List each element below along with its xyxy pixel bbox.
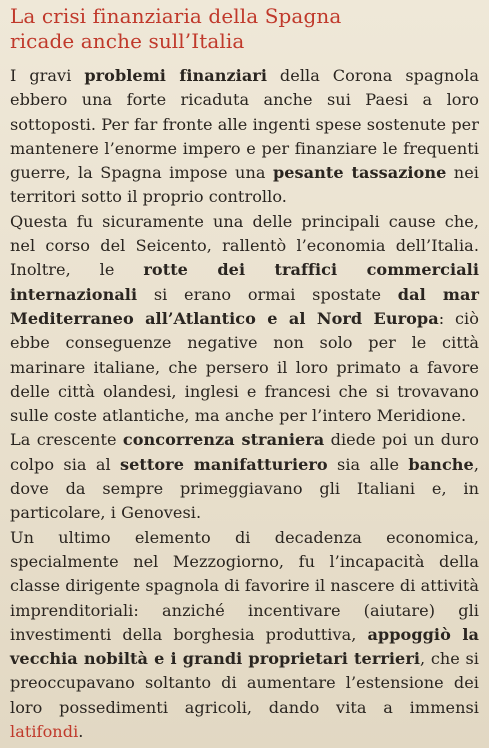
section-title-line-1: La crisi finanziaria della Spagna bbox=[10, 4, 342, 28]
text-run: si erano ormai spostate bbox=[137, 284, 398, 304]
bold-term: pesante tassazione bbox=[272, 163, 447, 183]
bold-term: banche bbox=[408, 454, 474, 474]
bold-term: settore manifatturiero bbox=[120, 454, 328, 474]
text-run: La crescente bbox=[10, 430, 123, 450]
text-run: , che si preoccupavano soltanto di aumentare l’estensione dei loro possedimenti agricoli, dando vita a immensi bbox=[10, 649, 480, 717]
text-run: Questa fu sicuramente una delle principali cause che, nel corso del Seicento, rallentò l’economia dell’Italia. Inoltre, le bbox=[10, 211, 479, 280]
body-text bbox=[10, 64, 479, 744]
text-run: : ciò ebbe conseguenze negative non solo per le città marinare italiane, che persero il loro primato a favore delle città olandesi, inglesi e francesi che si trovavano sulle coste atlantiche, ma anche per l’intero Meridione. bbox=[10, 308, 479, 426]
paragraph bbox=[10, 526, 479, 745]
bold-term: appoggiò la vecchia nobiltà e i grandi proprietari terrieri bbox=[10, 624, 480, 669]
section-title bbox=[10, 4, 479, 54]
text-run: Un ultimo elemento di decadenza economica, specialmente nel Mezzogiorno, fu l’incapacità della classe dirigente spagnola di favorire il nascere di attività imprenditoriali: anziché incentivare (aiutare) gli investimenti della borghesia produttiva, bbox=[10, 527, 479, 644]
highlighted-term: latifondi bbox=[10, 722, 79, 742]
text-run: nei territori sotto il proprio controllo. bbox=[10, 163, 479, 207]
bold-term: problemi finanziari bbox=[84, 66, 267, 85]
bold-term: rotte dei traffici commerciali internazionali bbox=[10, 260, 479, 304]
text-run: . bbox=[78, 722, 84, 742]
text-run: I gravi bbox=[10, 66, 85, 85]
paragraph bbox=[10, 210, 479, 429]
text-run: , dove da sempre primeggiavano gli Italiani e, in particolare, i Genovesi. bbox=[10, 454, 479, 523]
section-title-line-2: ricade anche sull’Italia bbox=[10, 29, 245, 53]
text-run: diede poi un duro colpo sia al bbox=[10, 430, 479, 474]
text-run: sia alle bbox=[327, 454, 409, 474]
text-run: della Corona spagnola ebbero una forte ricaduta anche sui Paesi a loro sottoposti. Per far fronte alle ingenti spese sostenute per mantenere l’enorme impero e per finanziare le frequenti guerre, la Spagna impose una bbox=[10, 66, 479, 183]
paragraph bbox=[10, 64, 479, 210]
paragraph bbox=[10, 428, 479, 525]
bold-term: dal mar Mediterraneo all’Atlantico e al Nord Europa bbox=[10, 284, 479, 328]
bold-term: concorrenza straniera bbox=[122, 430, 325, 450]
